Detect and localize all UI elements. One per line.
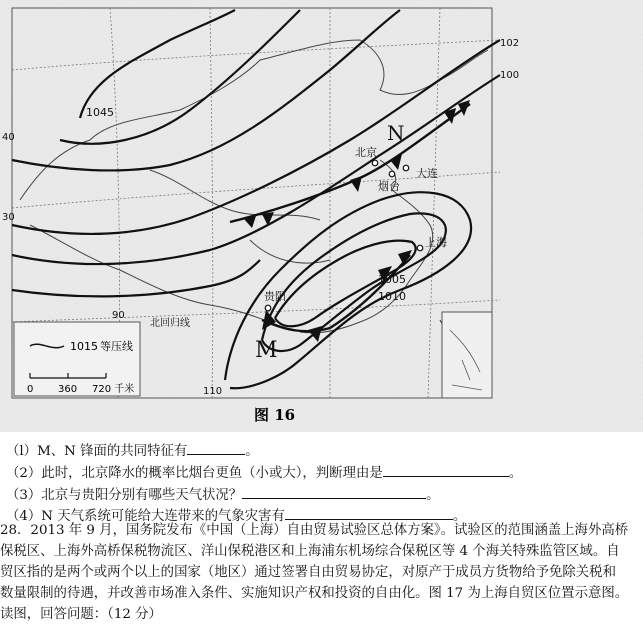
- city-label-beijing: 北京: [355, 146, 377, 159]
- answer-blank-1[interactable]: [187, 440, 245, 455]
- label-m: M: [255, 338, 278, 363]
- latitude-label-40: 40: [2, 132, 15, 143]
- map-legend: [14, 322, 140, 396]
- city-marker-yantai: [389, 171, 395, 177]
- question-3: （3）北京与贵阳分别有哪些天气状况？ 。: [6, 484, 440, 505]
- latitude-label-30: 30: [2, 212, 15, 223]
- city-marker-guiyang: [265, 305, 271, 311]
- tropic-label: 北回归线: [150, 318, 190, 329]
- city-label-dalian: 大连: [416, 167, 438, 180]
- figure-caption: 图 16: [254, 406, 296, 424]
- edge-label-102: 102: [500, 38, 520, 49]
- longitude-label-90: 90: [112, 310, 125, 321]
- inset-map: [442, 312, 492, 398]
- isobar-label-1010: 1010: [378, 290, 406, 303]
- label-n: N: [387, 121, 405, 145]
- city-label-guiyang: 贵阳: [264, 290, 286, 303]
- city-marker-dalian: [403, 165, 409, 171]
- city-label-shanghai: 上海: [425, 236, 447, 249]
- question-2: （2）此时，北京降水的概率比烟台更鱼（小或大），判断理由是 。: [6, 462, 522, 483]
- paragraph-line-2: 保税区、上海外高桥保税物流区、洋山保税港区和上海浦东机场综合保税区等 4 个海关特殊监管区域。自: [0, 544, 620, 559]
- paragraph-line-5: 读图，回答问题：（12 分）: [0, 607, 162, 622]
- answer-blank-4[interactable]: [285, 505, 453, 520]
- paragraph-line-3: 贸区指的是两个或两个以上的国家（地区）通过签署自由贸易协定，对原产于成员方货物给予免除关税和: [0, 565, 616, 580]
- scale-label-0: 0: [27, 384, 34, 395]
- isobar-label-1045: 1045: [86, 106, 114, 119]
- city-marker-beijing: [372, 160, 378, 166]
- paragraph-line-4: 数量限制的待遇，并改善市场准入条件、实施知识产权和投资的自由化。图 17 为上海自贸区位置示意图。: [0, 586, 629, 601]
- legend-text: 等压线: [100, 340, 133, 353]
- legend-value: 1015: [70, 340, 98, 353]
- question-2-text: （2）此时，北京降水的概率比烟台更鱼（小或大），判断理由是: [6, 466, 383, 481]
- city-marker-shanghai: [417, 245, 423, 251]
- isobar-label-1005: 1005: [378, 273, 406, 286]
- edge-label-100: 100: [500, 70, 520, 81]
- scale-label-360: 360: [58, 384, 78, 395]
- scale-label-720: 720 千米: [92, 384, 135, 395]
- answer-blank-3[interactable]: [242, 484, 426, 499]
- question-4-text: （4）N 天气系统可能给大连带来的气象灾害有: [6, 509, 285, 524]
- question-3-text: （3）北京与贵阳分别有哪些天气状况？: [6, 488, 243, 503]
- question-1: （l）M、N 锋面的共同特征有 。: [6, 440, 259, 461]
- question-28-paragraph: [0, 520, 640, 625]
- paragraph-line-1: 28．2013 年 9 月，国务院发布《中国（上海）自由贸易试验区总体方案》。试验区的范围涵盖上海外高桥: [0, 523, 629, 538]
- question-4: （4）N 天气系统可能给大连带来的气象灾害有 。: [6, 505, 466, 526]
- longitude-label-110: 110: [203, 386, 223, 397]
- question-1-text: （l）M、N 锋面的共同特征有: [6, 444, 188, 459]
- answer-blank-2[interactable]: [383, 462, 509, 477]
- city-label-yantai: 烟台: [378, 180, 400, 193]
